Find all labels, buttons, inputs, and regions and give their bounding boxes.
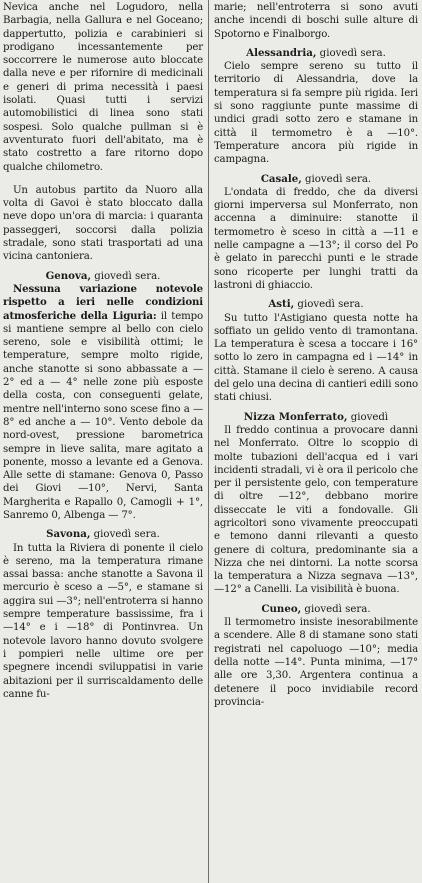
column-rule (208, 0, 209, 883)
genova-dateline (3, 270, 203, 283)
casale-dateline (214, 173, 418, 186)
savona-dateline (3, 528, 203, 541)
nuoro-paragraph: Un autobus partito da Nuoro alla volta di Gavoi è stato bloccato dalla neve dopo un'ora di marcia: i quaranta passeggeri, soccorsi dalla polizia stradale, sono stati trasportati ad una vicina cantoniera. (3, 184, 203, 263)
asti-dateline (214, 298, 418, 311)
genova-lead: Nessuna variazione notevole rispetto a ieri nelle condizioni atmosferiche della Liguria: (3, 282, 203, 322)
dateline-place: Genova, (45, 269, 92, 282)
dateline-time: giovedì sera. (305, 173, 372, 185)
dateline-time: giovedì sera. (297, 299, 364, 311)
dateline-time: giovedì (350, 411, 389, 423)
sardinia-paragraph: Nevica anche nel Logudoro, nella Barbagia, nella Gallura e nel Goceano; dappertutto, polizia e carabinieri si prodigano incessantemente per soccorrere le numerose auto bloccate dalla neve e per rifornire di medicinali e generi di prima necessità i paesi isolati. Quasi tutti i servizi automobilistici di linea sono stati sospesi. Solo qualche pullman si è avventurato fuori dell'abitato, ma è stato costretto a fare ritorno dopo qualche chilometro. (3, 2, 203, 173)
right-column (214, 0, 420, 883)
alessandria-dateline (214, 47, 418, 60)
savona-paragraph: In tutta la Riviera di ponente il cielo è sereno, ma la temperatura rimane assai bassa: anche stanotte a Savona il mercurio è sceso a —5°, e stamane si aggira sui —3°; nell'entroterra si hanno sempre temperature bassissime, fra i —14° e i —18° di Pontinvrea. Un notevole lavoro hanno dovuto svolgere i pompieri nelle ultime ore per spegnere incendi sviluppatisi in varie abitazioni per il surriscaldamento delle canne fu- (3, 542, 203, 700)
alessandria-paragraph: Cielo sempre sereno su tutto il territorio di Alessandria, dove la temperatura si fa sempre più rigida. Ieri si sono raggiunte punte massime di undici gradi sotto zero e stamane in città il termometro è a —10°. Temperature ancora più rigide in campagna. (214, 61, 418, 166)
casale-paragraph: L'ondata di freddo, che da diversi giorni imperversa sul Monferrato, non accenna a diminuire: stanotte il termometro è sceso in città a —11 e nelle campagne a —13°; il corso del Po è gelato in parecchi punti e le strade sono ricoperte per lunghi tratti da lastroni di ghiaccio. (214, 186, 418, 291)
dateline-time: giovedì sera. (94, 270, 161, 282)
cuneo-dateline (214, 603, 418, 616)
dateline-place: Cuneo, (261, 602, 302, 615)
dateline-place: Savona, (46, 528, 91, 541)
dateline-place: Casale, (260, 172, 302, 185)
genova-body: il tempo si mantiene sempre al bello con cielo sereno, sole e visibilità ottimi; le temperature, sempre molto rigide, anche stanotte si sono abbassate a — 2° ed a — 4° nelle zone più esposte della costa, con conseguenti gelate, mentre nell'interno sono scese fino a — 8° ed anche a — 10°. Vento debole da nord-ovest, pressione barometrica sempre in lieve salita, mare agitato a ponente, mosso a levante ed a Genova. Alle sette di stamane: Genova 0, Passo dei Giovi —10°, Nervi, Santa Margherita e Rapallo 0, Camogli + 1°, Sanremo 0, Albenga — 7°. (3, 310, 203, 521)
dateline-time: giovedì sera. (319, 47, 386, 59)
genova-paragraph (3, 283, 203, 522)
dateline-time: giovedì sera. (304, 603, 371, 615)
dateline-place: Asti, (268, 298, 295, 311)
asti-paragraph: Su tutto l'Astigiano questa notte ha soffiato un gelido vento di tramontana. La temperatura è scesa a toccare i 16° sotto lo zero in campagna ed i —14° in città. Stamane il cielo è sereno. A causa del gelo una decina di cantieri edili sono stati chiusi. (214, 312, 418, 404)
nizza-paragraph: Il freddo continua a provocare danni nel Monferrato. Oltre lo scoppio di molte tubazioni dell'acqua ed i vari incidenti stradali, vi è ora il pericolo che per il persistente gelo, con temperature di oltre —12°, debbano morire disseccate le viti a fondovalle. Gli agricoltori sono vivamente preoccupati e temono danni rilevanti a questo genere di coltura, predominante sia a Nizza che nei dintorni. La notte scorsa la temperatura a Nizza segnava —13°, —12° a Canelli. La visibilità è buona. (214, 424, 418, 596)
left-column (3, 0, 205, 883)
cuneo-paragraph: Il termometro insiste inesorabilmente a scendere. Alle 8 di stamane sono stati registrati nel capoluogo —10°; media della notte —14°. Punta minima, —17° alle ore 3,30. Argentera continua a detenere il poco invidiabile record provincia- (214, 617, 418, 708)
dateline-place: Nizza Monferrato, (243, 410, 348, 423)
savona-continuation: marie; nell'entroterra si sono avuti anche incendi di boschi sulle alture di Spotorno e Finalborgo. (214, 2, 418, 40)
nizza-dateline (214, 411, 418, 424)
dateline-place: Alessandria, (246, 46, 317, 59)
dateline-time: giovedì sera. (93, 529, 160, 541)
